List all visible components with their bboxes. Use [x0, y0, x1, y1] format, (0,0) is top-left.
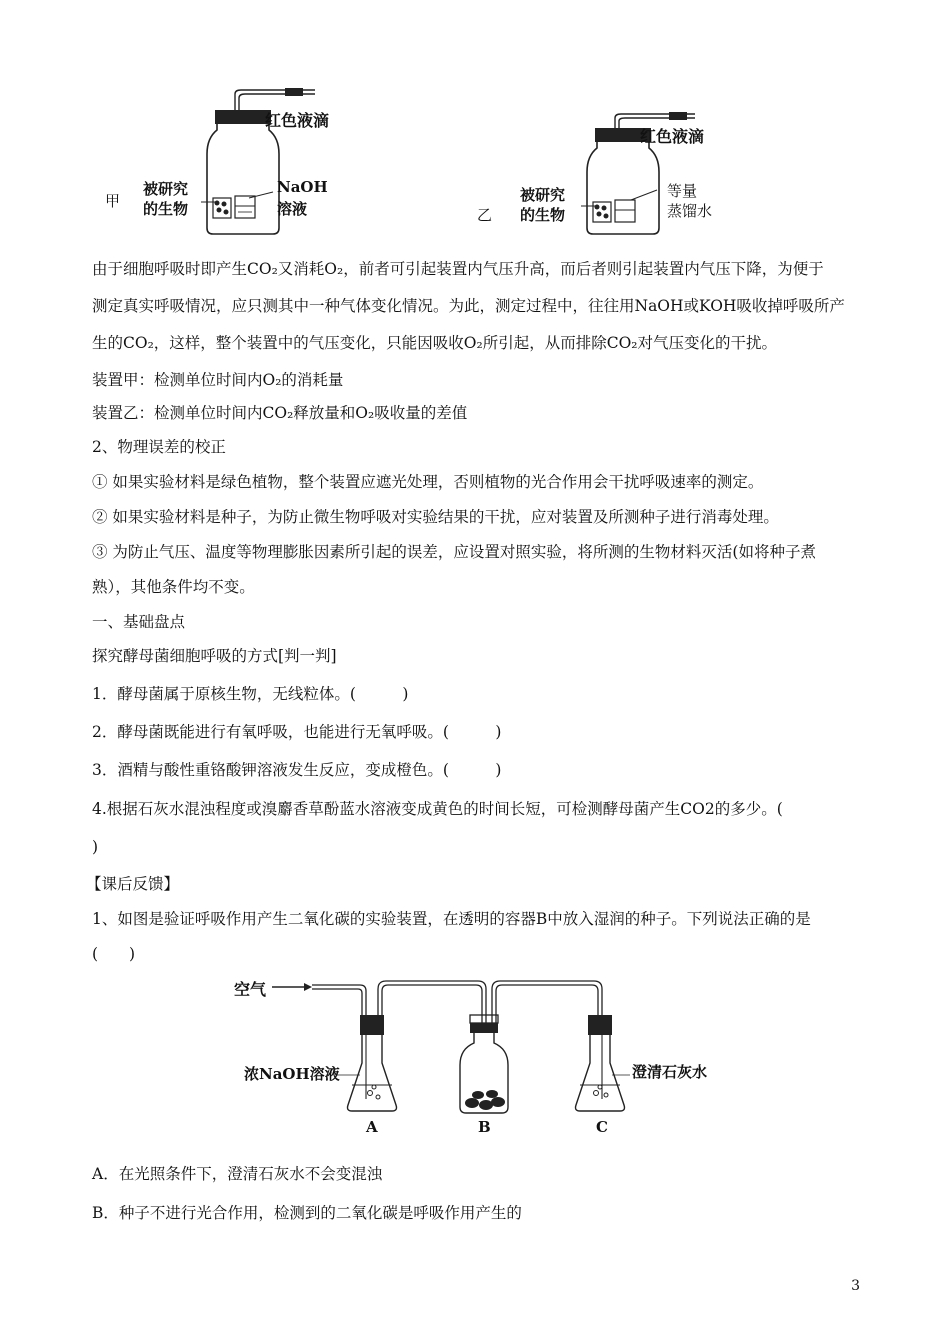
flask-label-a: A: [366, 1118, 378, 1136]
question-item: 2．酵母菌既能进行有氧呼吸，也能进行无氧呼吸。( ): [92, 723, 502, 741]
organism-label-left-2: 的生物: [143, 200, 189, 218]
organism-label-left-1: 被研究: [143, 180, 189, 198]
paragraph-line: 生的CO₂，这样，整个装置中的气压变化，只能因吸收O₂所引起，从而排除CO₂对气压变化的干扰。: [92, 334, 777, 352]
list-item: ③ 为防止气压、温度等物理膨胀因素所引起的误差，应设置对照实验，将所测的生物材料灭活(如将种子煮: [92, 543, 816, 561]
naoh-solution-label: 浓NaOH溶液: [244, 1065, 340, 1083]
question-item: 1．酵母菌属于原核生物，无线粒体。( ): [92, 685, 409, 703]
co2-experiment-figure: [232, 975, 732, 1140]
option-a: A．在光照条件下，澄清石灰水不会变混浊: [92, 1165, 383, 1183]
organism-label-right-1: 被研究: [520, 186, 566, 204]
device-b-text: 装置乙：检测单位时间内CO₂释放量和O₂吸收量的差值: [92, 404, 468, 422]
sub-heading: 探究酵母菌细胞呼吸的方式[判一判]: [92, 647, 337, 665]
limewater-label: 澄清石灰水: [632, 1063, 708, 1081]
question-item: 1、如图是验证呼吸作用产生二氧化碳的实验装置，在透明的容器B中放入湿润的种子。下列说法正确的是: [92, 910, 811, 928]
red-drop-label-right: 红色液滴: [640, 127, 705, 146]
question-item: 3．酒精与酸性重铬酸钾溶液发生反应，变成橙色。( ): [92, 761, 502, 779]
organism-label-right-2: 的生物: [520, 206, 566, 224]
list-item: 熟），其他条件均不变。: [92, 578, 255, 596]
flask-a: [348, 1015, 397, 1111]
label-yi: 乙: [477, 206, 493, 224]
air-label: 空气: [234, 980, 267, 999]
section-heading: 2、物理误差的校正: [92, 438, 226, 456]
paragraph-line: 由于细胞呼吸时即产生CO₂又消耗O₂，前者可引起装置内气压升高，而后者则引起装置内气压下降，为便于: [92, 260, 824, 278]
list-item: ① 如果实验材料是绿色植物，整个装置应遮光处理，否则植物的光合作用会干扰呼吸速率的测定。: [92, 473, 764, 491]
feedback-heading: 【课后反馈】: [86, 875, 180, 893]
flask-label-b: B: [478, 1118, 491, 1136]
flask-c: [576, 1015, 625, 1111]
label-jia: 甲: [105, 192, 121, 210]
page-number: 3: [851, 1278, 860, 1294]
flask-label-c: C: [596, 1118, 608, 1136]
water-label-2: 蒸馏水: [667, 202, 713, 220]
question-item-cont: ): [92, 838, 99, 856]
paragraph-line: 测定真实呼吸情况，应只测其中一种气体变化情况。为此，测定过程中，往往用NaOH或KOH吸收掉呼吸所产: [92, 297, 845, 315]
device-a-text: 装置甲：检测单位时间内O₂的消耗量: [92, 371, 344, 389]
flask-drawing: [232, 975, 732, 1140]
option-b: B．种子不进行光合作用，检测到的二氧化碳是呼吸作用产生的: [92, 1204, 522, 1222]
section-heading: 一、基础盘点: [92, 613, 186, 631]
question-item-cont: ( ): [92, 945, 136, 963]
naoh-label-1: NaOH: [277, 178, 328, 196]
flask-b: [460, 1015, 508, 1113]
respiration-apparatus-figure: [95, 88, 795, 238]
water-label-1: 等量: [667, 182, 698, 200]
question-item: 4.根据石灰水混浊程度或溴麝香草酚蓝水溶液变成黄色的时间长短，可检测酵母菌产生CO2的多少。(: [92, 800, 783, 818]
list-item: ② 如果实验材料是种子，为防止微生物呼吸对实验结果的干扰，应对装置及所测种子进行消毒处理。: [92, 508, 779, 526]
red-drop-label-left: 红色液滴: [265, 111, 330, 130]
naoh-label-2: 溶液: [277, 200, 308, 218]
